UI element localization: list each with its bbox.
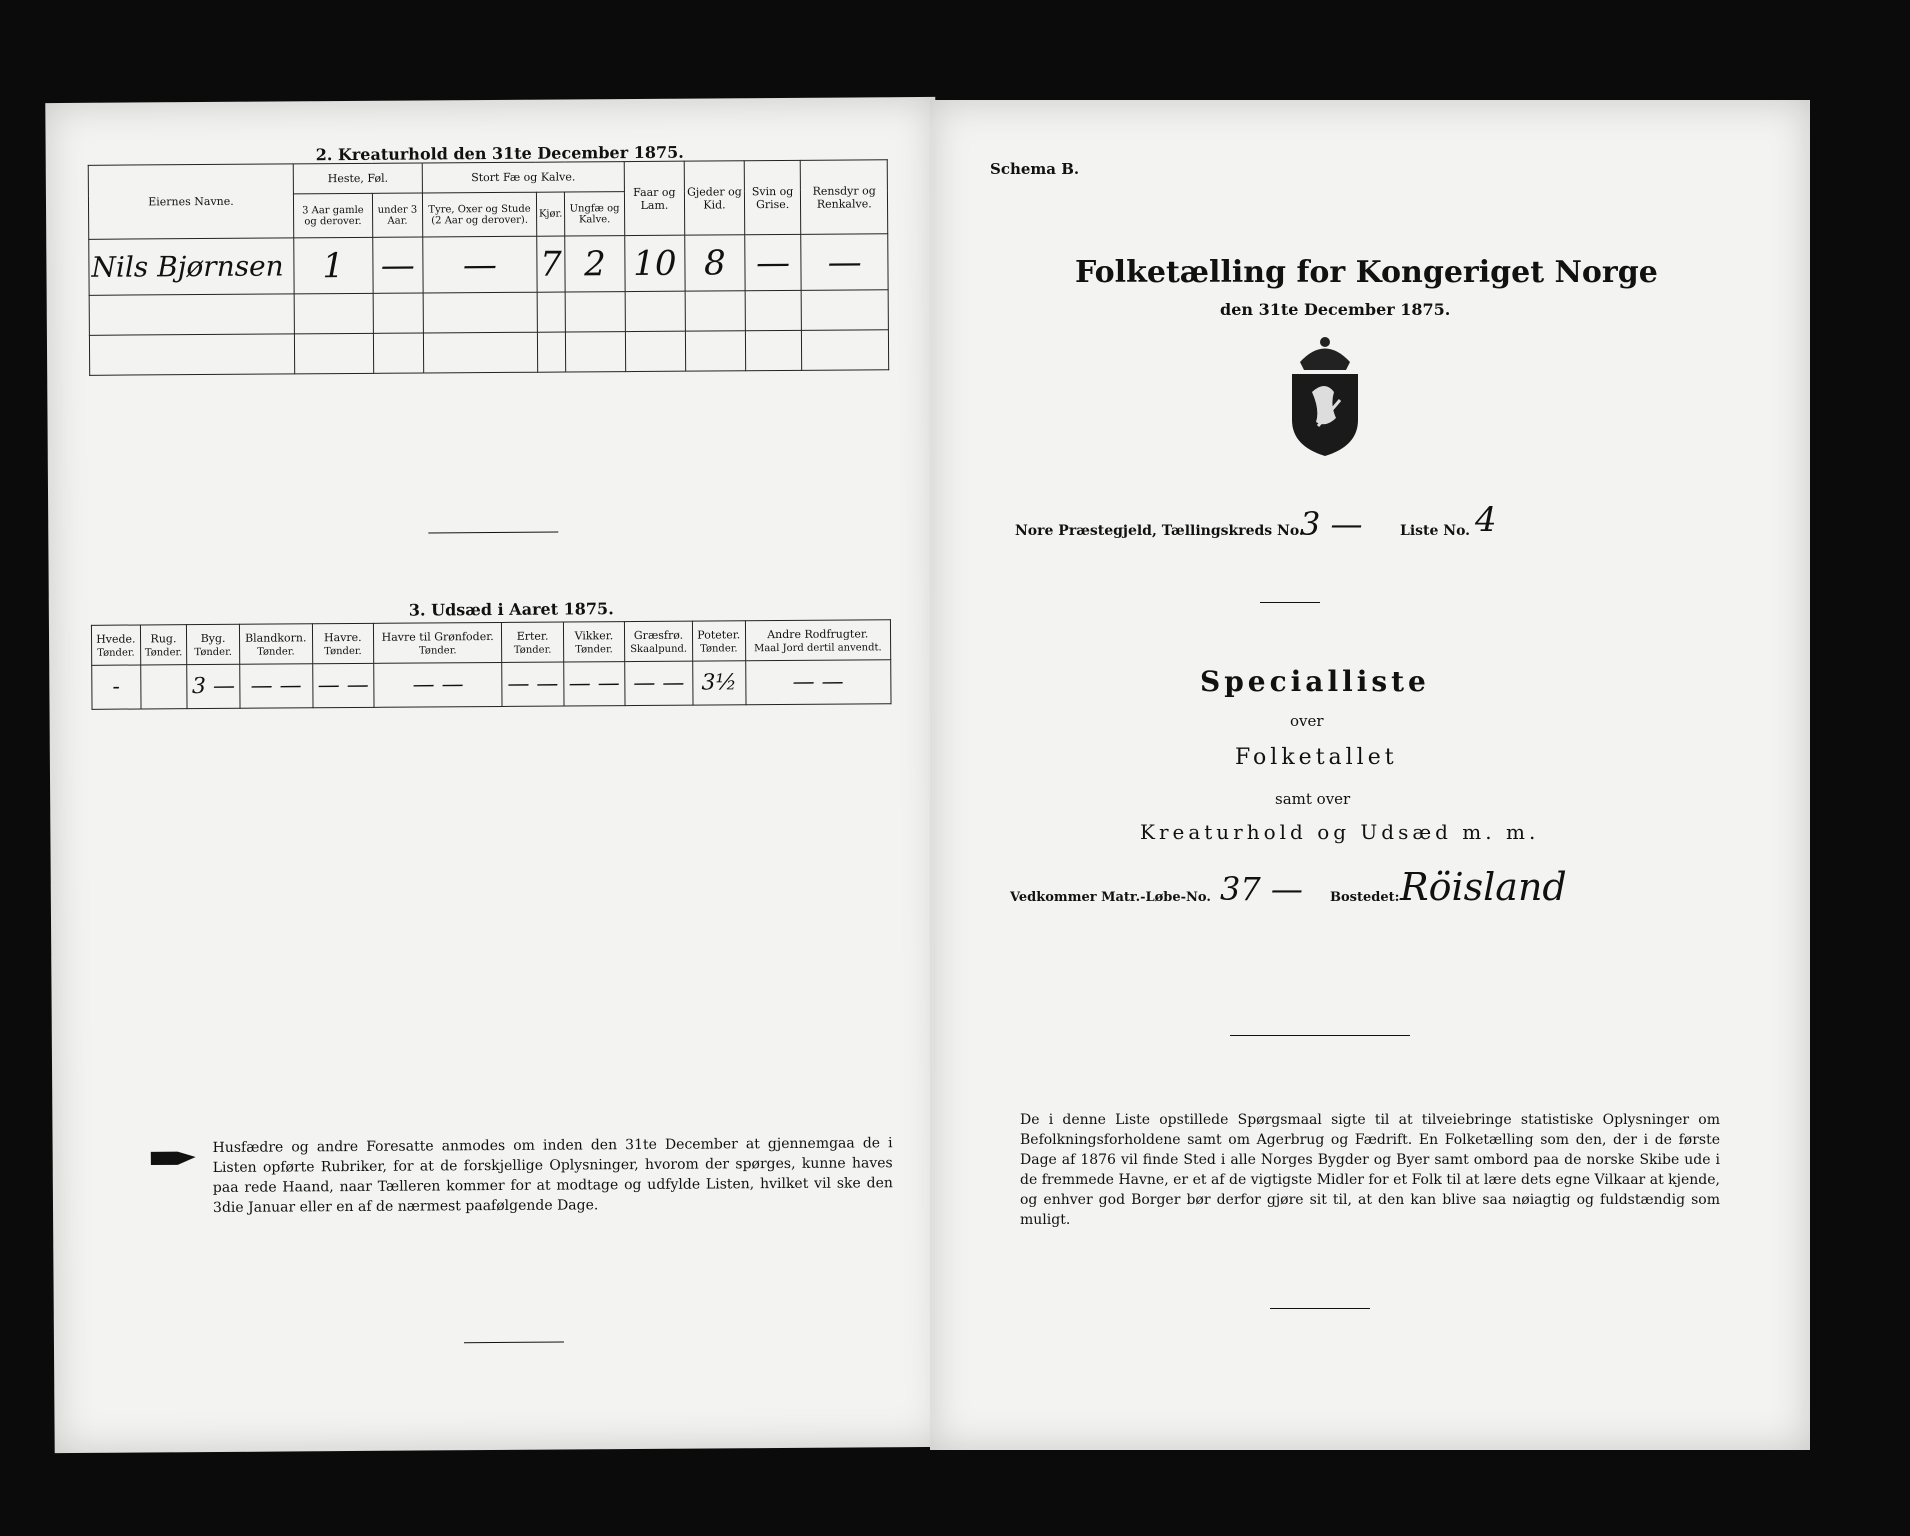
divider bbox=[1260, 602, 1320, 603]
seed-header: Græsfrø. Skaalpund. bbox=[625, 621, 693, 661]
goats-cell: 8 bbox=[685, 235, 745, 291]
pointing-hand-icon bbox=[151, 1147, 196, 1169]
young-cattle-cell: 2 bbox=[565, 236, 625, 292]
divider bbox=[428, 532, 558, 534]
livestock-table bbox=[88, 159, 889, 376]
seed-cell: — — bbox=[745, 660, 891, 705]
kreaturhold-heading: Kreaturhold og Udsæd m. m. bbox=[1140, 820, 1540, 844]
cattle-header: Stort Fæ og Kalve. bbox=[422, 162, 624, 193]
notice-text: Husfædre og andre Foresatte anmodes om inden den 31te December at gjennemgaa de i Listen opførte Rubriker, for at de forskjellige Oplysninger, hvorom der spørges, kunne haves paa rede Haand, naar Tælleren kommer for at modtage og udfylde Listen, hvilket vil ske den 3die Januar eller en af de nærmest paafølgende Dage. bbox=[212, 1135, 893, 1216]
sheep-header: Faar og Lam. bbox=[624, 161, 685, 235]
table-row bbox=[89, 234, 888, 296]
bulls-cell: — bbox=[423, 236, 537, 293]
cows-header: Kjør. bbox=[536, 192, 565, 236]
table-row bbox=[89, 330, 888, 376]
coat-of-arms-icon bbox=[1270, 330, 1380, 460]
horses-old-header: 3 Aar gamle og derover. bbox=[293, 193, 372, 238]
reindeer-cell: — bbox=[801, 234, 888, 291]
over-text: over bbox=[1290, 712, 1324, 730]
pigs-cell: — bbox=[745, 234, 802, 290]
matr-number: 37 — bbox=[1220, 870, 1303, 908]
seed-header: Byg. Tønder. bbox=[187, 624, 240, 664]
district-number: 3 — bbox=[1300, 505, 1363, 543]
liste-label: Liste No. bbox=[1400, 523, 1471, 539]
info-paragraph: De i denne Liste opstillede Spørgsmaal sigte til at tilveiebringe statistiske Oplysninger om Befolkningsforholdene samt om Agerbrug og Fædrift. En Folketælling som den, der i de første Dage af 1876 vil finde Sted i alle Norges Bygder og Byer samt ombord paa de norske Skibe ude i de fremmede Havne, er et af de vigtigste Midler for et Folk til at lære dets egne Vilkaar at kjende, og enhver god Borger bør derfor gjøre sit til, at den kan blive saa nøiagtig og fuldstændig som muligt. bbox=[1020, 1112, 1720, 1228]
seed-cell: — — bbox=[563, 662, 625, 706]
seed-cell: — — bbox=[625, 661, 693, 705]
section2-title: 2. Kreaturhold den 31te December 1875. bbox=[315, 142, 684, 165]
bosted-value: Röisland bbox=[1400, 865, 1567, 909]
bulls-header: Tyre, Oxer og Stude (2 Aar og derover). bbox=[423, 192, 537, 237]
seed-header: Rug. Tønder. bbox=[140, 625, 187, 665]
cows-cell: 7 bbox=[537, 236, 566, 292]
table-row bbox=[89, 290, 888, 336]
section3-title: 3. Udsæd i Aaret 1875. bbox=[408, 599, 614, 620]
pigs-header: Svin og Grise. bbox=[744, 160, 801, 234]
reindeer-header: Rensdyr og Renkalve. bbox=[801, 160, 888, 235]
seed-cell: — — bbox=[240, 664, 313, 709]
seed-header: Erter. Tønder. bbox=[502, 622, 564, 662]
seed-cell: — — bbox=[374, 662, 503, 707]
divider bbox=[1230, 1035, 1410, 1036]
seed-cell: — — bbox=[312, 663, 374, 707]
seed-header: Hvede. Tønder. bbox=[91, 625, 140, 665]
left-page bbox=[45, 97, 944, 1453]
owner-header: Eiernes Navne. bbox=[88, 164, 294, 239]
seed-header: Vikker. Tønder. bbox=[563, 622, 625, 662]
seed-cell: - bbox=[92, 665, 141, 709]
young-cattle-header: Ungfæ og Kalve. bbox=[565, 192, 625, 236]
folketallet-heading: Folketallet bbox=[1235, 745, 1398, 770]
right-page bbox=[930, 100, 1810, 1450]
horses-young-header: under 3 Aar. bbox=[372, 193, 423, 237]
seed-cell bbox=[140, 665, 187, 709]
horses-header: Heste, Føl. bbox=[293, 163, 422, 194]
liste-number: 4 bbox=[1475, 500, 1497, 540]
horses-young-cell: — bbox=[372, 237, 423, 293]
seed-cell: 3 — bbox=[187, 664, 240, 708]
samt-over-text: samt over bbox=[1275, 790, 1351, 808]
divider bbox=[1270, 1308, 1370, 1309]
seed-cell: — — bbox=[502, 662, 564, 706]
horses-old-cell: 1 bbox=[294, 237, 373, 294]
seed-header-row bbox=[91, 620, 890, 666]
main-title: Folketælling for Kongeriget Norge bbox=[1075, 255, 1658, 290]
seed-cell: 3½ bbox=[693, 661, 746, 705]
specialliste-heading: Specialliste bbox=[1200, 665, 1430, 698]
schema-label: Schema B. bbox=[990, 160, 1080, 178]
seed-header: Havre. Tønder. bbox=[312, 623, 374, 663]
date-line: den 31te December 1875. bbox=[1220, 300, 1451, 319]
matr-label: Vedkommer Matr.-Løbe-No. bbox=[1010, 890, 1211, 905]
seed-header: Andre Rodfrugter. Maal Jord dertil anvendt. bbox=[745, 620, 891, 661]
seed-header: Poteter. Tønder. bbox=[692, 621, 745, 661]
seed-header: Blandkorn. Tønder. bbox=[239, 624, 312, 665]
table-row bbox=[92, 660, 891, 710]
owner-cell: Nils Bjørnsen bbox=[89, 238, 294, 295]
sheep-cell: 10 bbox=[624, 235, 685, 291]
goats-header: Gjeder og Kid. bbox=[684, 161, 744, 235]
divider bbox=[464, 1342, 564, 1344]
seed-table bbox=[91, 619, 892, 710]
seed-header: Havre til Grønfoder. Tønder. bbox=[373, 622, 502, 663]
district-label: Nore Præstegjeld, Tællingskreds No. bbox=[1015, 523, 1304, 539]
bosted-label: Bostedet: bbox=[1330, 890, 1400, 905]
